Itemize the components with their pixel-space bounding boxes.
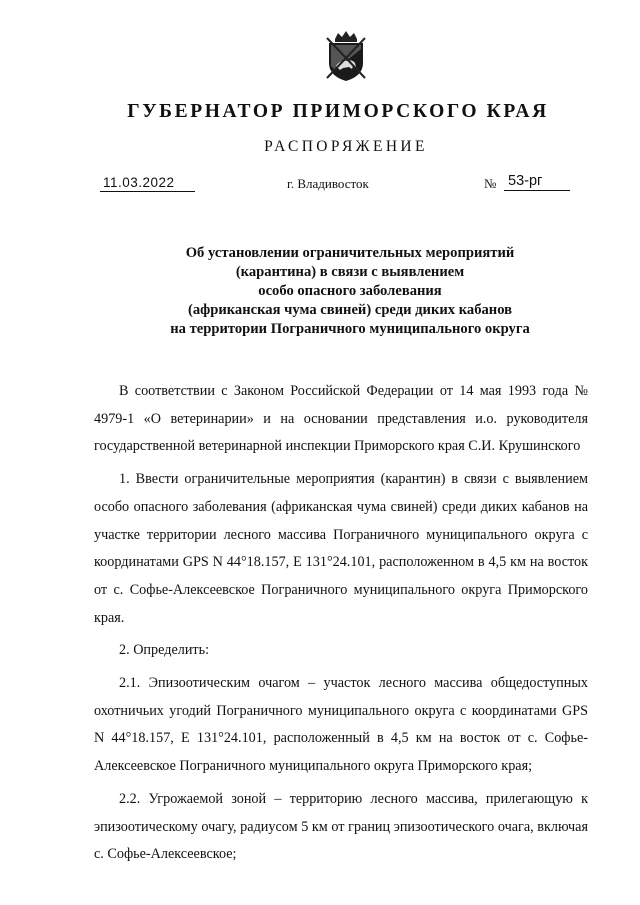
subject-line: особо опасного заболевания [258,283,442,299]
document-city: г. Владивосток [287,176,369,191]
body-paragraph-preamble: В соответствии с Законом Российской Федерации от 14 мая 1993 года № 4979-1 «О ветеринарии» и на основании представления и.о. руководителя государственной ветеринарной инспекции Приморского края С.И. Крушинского [94,383,588,455]
body-paragraph-1: 1. Ввести ограничительные мероприятия (карантин) в связи с выявлением особо опасного заболевания (африканская чума свиней) среди диких кабанов на участке территории лесного массива Пограничного муниципального округа с координатами GPS N 44°18.157, E 131°24.101, расположенном в 4,5 км на восток от с. Софье-Алексеевское Пограничного муниципального округа Приморского края. [94,471,588,626]
subject-line: (африканская чума свиней) среди диких кабанов [187,302,513,318]
document-number: 53-рг [504,172,570,191]
body-paragraph-2: 2. Определить: [119,642,210,659]
subject-line: Об установлении ограничительных мероприятий [185,245,515,261]
document-subject [120,244,580,339]
coat-of-arms-icon [325,30,367,82]
document-date: 11.03.2022 [100,175,195,192]
subject-line: (карантина) в связи с выявлением [235,264,465,280]
body-paragraph-2-1: 2.1. Эпизоотическим очагом – участок лесного массива общедоступных охотничьих угодий Пограничного муниципального округа с координатами GPS N 44°18.157, E 131°24.101, расположенный в 4,5 км на восток от с. Софье-Алексеевское Пограничного муниципального округа Приморского края; [94,675,588,775]
subject-line: на территории Пограничного муниципального округа [170,321,530,337]
issuing-authority: ГУБЕРНАТОР ПРИМОРСКОГО КРАЯ [127,101,549,122]
body-paragraph-2-2: 2.2. Угрожаемой зоной – территорию лесного массива, прилегающую к эпизоотическому очагу, радиусом 5 км от границ эпизоотического очага, включая с. Софье-Алексеевское; [94,790,588,863]
document-type: РАСПОРЯЖЕНИЕ [264,138,428,155]
document-number-label: № [484,176,497,191]
document-body [94,378,588,874]
